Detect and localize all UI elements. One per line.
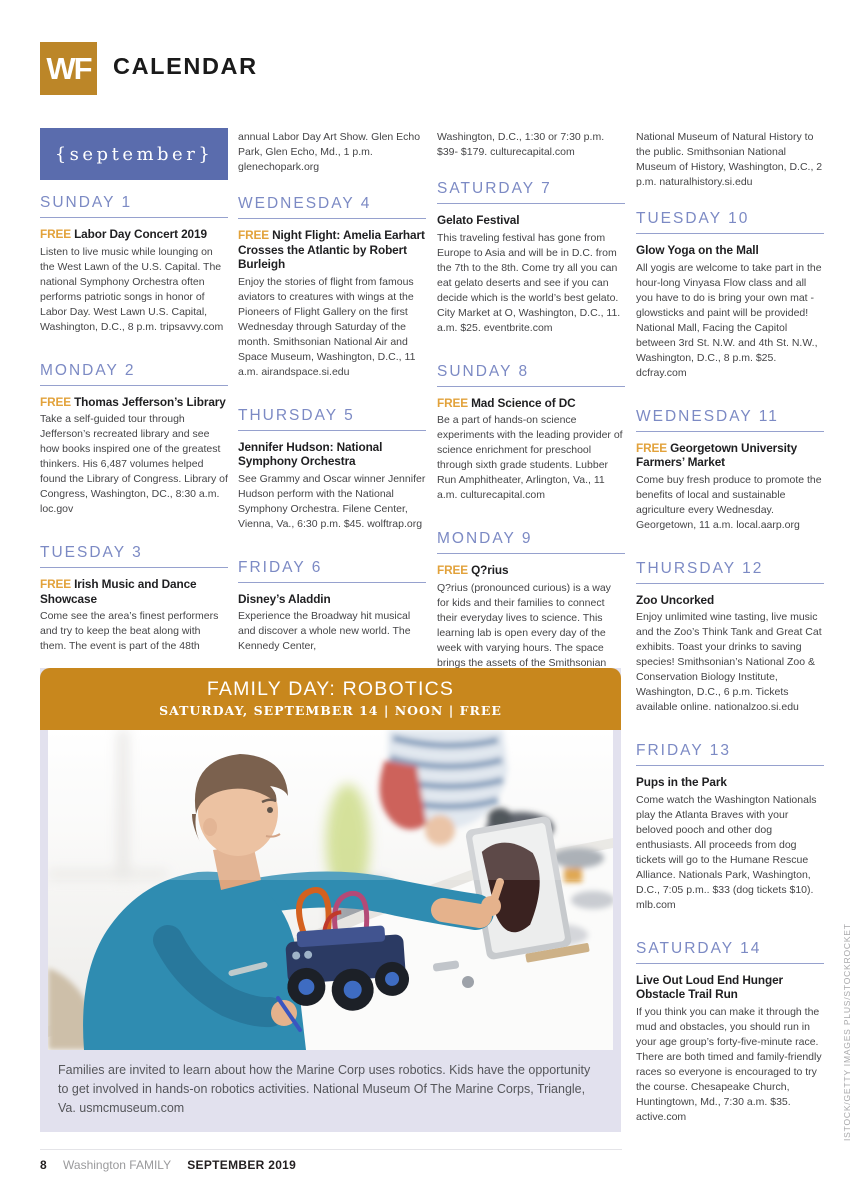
day-heading: WEDNESDAY 4 — [238, 195, 426, 219]
day-heading: SATURDAY 7 — [437, 180, 625, 204]
day-heading: TUESDAY 3 — [40, 544, 228, 568]
calendar-column-3 — [437, 128, 625, 671]
page-number: 8 — [40, 1158, 47, 1172]
event-title — [636, 243, 824, 258]
day-heading: FRIDAY 13 — [636, 742, 824, 766]
calendar-column-2 — [238, 128, 426, 654]
day-heading: SATURDAY 14 — [636, 940, 824, 964]
event-description: Take a self-guided tour through Jefferson’s recreated library and see how books inspired one of the greatest thinkers. His 6,487 volumes helped found the Library of Congress. Library of Congress, Washington, DC., 8:30 a.m. loc.gov — [40, 413, 228, 515]
event-description: Experience the Broadway hit musical and discover a whole new world. The Kennedy Center, — [238, 610, 411, 652]
event-description: Come see the area’s finest performers and try to keep the beat along with them. The event is part of the 48th — [40, 610, 219, 652]
page-title: CALENDAR — [113, 53, 258, 79]
continued-text: Washington, D.C., 1:30 or 7:30 p.m. $39- $179. culturecapital.com — [437, 131, 605, 158]
event-title-text: Thomas Jefferson’s Library — [74, 394, 226, 409]
wf-logo: WF — [40, 42, 97, 95]
family-day-feature — [40, 668, 621, 1132]
event-title-text: Georgetown University Farmers’ Market — [636, 440, 798, 469]
event-title-text: Q?rius — [471, 563, 509, 577]
event-title — [437, 563, 625, 578]
feature-banner — [40, 668, 621, 730]
day-heading: SUNDAY 8 — [437, 363, 625, 387]
day-heading: SUNDAY 1 — [40, 194, 228, 218]
issue-date: SEPTEMBER 2019 — [187, 1158, 297, 1172]
day-section-wednesday-11 — [636, 408, 824, 533]
continued-text: annual Labor Day Art Show. Glen Echo Park, Glen Echo, Md., 1 p.m. glenechopark.org — [238, 131, 421, 173]
free-label: FREE — [437, 395, 469, 410]
calendar-column-1 — [40, 128, 228, 654]
event-title-text: Jennifer Hudson: National Symphony Orchestra — [238, 439, 383, 468]
event-title-text: Labor Day Concert 2019 — [74, 227, 207, 241]
day-heading: FRIDAY 6 — [238, 559, 426, 583]
event-title — [636, 441, 824, 470]
event-description: Q?rius (pronounced curious) is a way for kids and their families to connect their everyday lives to science. This learning lab is open every day of the week with varying hours. The space brings the assets of the Smithsonian — [437, 581, 611, 669]
event-title-text: Glow Yoga on the Mall — [636, 243, 759, 257]
day-section-tuesday-10 — [636, 210, 824, 381]
event-title-text: Mad Science of DC — [471, 395, 576, 410]
continued-text: National Museum of Natural History to the public. Smithsonian National Museum of History, Washington, D.C., 2 p.m. naturalhistory.si.edu — [636, 131, 823, 188]
magazine-name: Washington FAMILY — [63, 1158, 171, 1172]
free-label: FREE — [636, 440, 668, 455]
free-label: FREE — [238, 228, 270, 242]
event-description: If you think you can make it through the mud and obstacles, you should run in your age group’s forty-five-minute race. There are both timed and family-friendly races so everyone is encouraged to try the course. Chesapeake Church, Huntingtown, Md., 7:30 a.m. $35. active.com — [636, 1005, 822, 1123]
free-label: FREE — [40, 577, 72, 591]
event-description: Come watch the Washington Nationals play the Atlanta Braves with your beloved pooch and other dog enthusiasts. All proceeds from dog tickets will go to the Humane Rescue Alliance. Nationals Park, Washington, D.C., 7:05 p.m.. $33 (dog tickets $10). mlb.com — [636, 793, 817, 911]
event-title — [636, 973, 824, 1002]
event-description: Come buy fresh produce to promote the benefits of local and sustainable agriculture every Wednesday. Georgetown, 11 a.m. local.aarp.org — [636, 473, 822, 531]
month-badge: {september} — [40, 128, 228, 180]
day-heading: THURSDAY 12 — [636, 560, 824, 584]
event-title-text: Disney’s Aladdin — [238, 591, 331, 606]
event-description: This traveling festival has gone from Europe to Asia and will be in D.C. from the 7th to the 8th. Come try all you can eat gelato deserts and see if you can decide which is the world’s best gelato. City Market at O, Washington, D.C., 11. a.m. $25. eventbrite.com — [437, 231, 621, 334]
event-title — [40, 227, 228, 242]
photo-caption: Families are invited to learn about how the Marine Corp uses robotics. Kids have the opportunity to get involved in hands-on robotics activities. National Museum Of The Marine Corps, Triangle, Va. usmcmuseum.com — [58, 1063, 591, 1115]
event-title-text: Live Out Loud End Hunger Obstacle Trail Run — [636, 972, 784, 1001]
day-section-friday-13 — [636, 742, 824, 913]
free-label: FREE — [40, 227, 72, 241]
day-heading: WEDNESDAY 11 — [636, 408, 824, 432]
day-section-friday-6 — [238, 559, 426, 655]
footer-divider — [40, 1149, 622, 1150]
event-title — [437, 213, 625, 228]
event-title-text: Irish Music and Dance Showcase — [40, 577, 197, 606]
day-section-thursday-5 — [238, 407, 426, 532]
event-description: All yogis are welcome to take part in the hour-long Vinyasa Flow class and all you have to do is bring your own mat - glowsticks and paint will be provided! National Mall, Facing the Capitol between 3rd St. N.W. and 4th St. N.W., Washington, D.C., 8 p.m. $25. dcfray.com — [636, 261, 822, 379]
event-title — [238, 228, 426, 272]
day-heading: MONDAY 9 — [437, 530, 625, 554]
page-footer — [40, 1158, 296, 1172]
event-title — [238, 440, 426, 469]
event-title-text: Gelato Festival — [437, 213, 520, 227]
day-section-sunday-8 — [437, 363, 625, 504]
free-label: FREE — [437, 563, 469, 577]
day-section-sunday-1 — [40, 194, 228, 335]
feature-title: FAMILY DAY: ROBOTICS — [206, 678, 455, 700]
event-description: Listen to live music while lounging on the West Lawn of the U.S. Capital. The national Symphony Orchestra often performs patriotic songs in honor of Labor Day. West Lawn U.S. Capital, Washington, D.C., 8 p.m. tripsavvy.com — [40, 245, 224, 333]
event-title — [437, 396, 625, 411]
event-description: Be a part of hands-on science experiments with the leading provider of science enrichment for preschool through sixth grade students. Lubber Run Amphitheater, Arlington, Va., 11 a.m. culturecapital.com — [437, 414, 623, 501]
event-description: See Grammy and Oscar winner Jennifer Hudson perform with the National Symphony Orchestra. Filene Center, Vienna, Va., 6:30 p.m. $45. wolftrap.org — [238, 472, 426, 530]
day-section-saturday-7 — [437, 180, 625, 336]
robotics-photo — [48, 730, 613, 1050]
event-description: Enjoy unlimited wine tasting, live music and the Zoo’s Think Tank and Great Cat exhibits. Toast your drinks to saving species! Smithsonian’s National Zoo & Conservation Biology Institute, Washington, D.C., 6 p.m. Tickets available online. nationalzoo.si.edu — [636, 611, 822, 713]
day-heading: TUESDAY 10 — [636, 210, 824, 234]
event-title — [238, 592, 426, 607]
feature-subtitle: SATURDAY, SEPTEMBER 14 | NOON | FREE — [159, 703, 502, 718]
photo-credit: ISTOCK/GETTY IMAGES PLUS/STOCKROCKET — [842, 923, 852, 1141]
free-label: FREE — [40, 394, 72, 409]
event-title-text: Night Flight: Amelia Earhart Crosses the Atlantic by Robert Burleigh — [238, 228, 425, 271]
day-section-monday-9 — [437, 530, 625, 671]
event-title-text: Zoo Uncorked — [636, 592, 715, 607]
event-title — [40, 577, 228, 606]
day-section-wednesday-4 — [238, 195, 426, 380]
day-heading: THURSDAY 5 — [238, 407, 426, 431]
event-title — [636, 593, 824, 608]
day-section-monday-2 — [40, 362, 228, 518]
calendar-column-4 — [636, 128, 824, 1125]
event-description: Enjoy the stories of flight from famous aviators to creatures with wings at the Pioneers of Flight Gallery on the first Wednesday through Saturday of the month. Smithsonian National Air and Space Museum, Washington, D.C., 11 a.m. airandspace.si.edu — [238, 275, 416, 378]
day-heading: MONDAY 2 — [40, 362, 228, 386]
day-section-tuesday-3 — [40, 544, 228, 654]
day-section-thursday-12 — [636, 560, 824, 716]
day-section-saturday-14 — [636, 940, 824, 1125]
event-title — [636, 775, 824, 790]
event-title — [40, 395, 228, 410]
event-title-text: Pups in the Park — [636, 775, 727, 789]
